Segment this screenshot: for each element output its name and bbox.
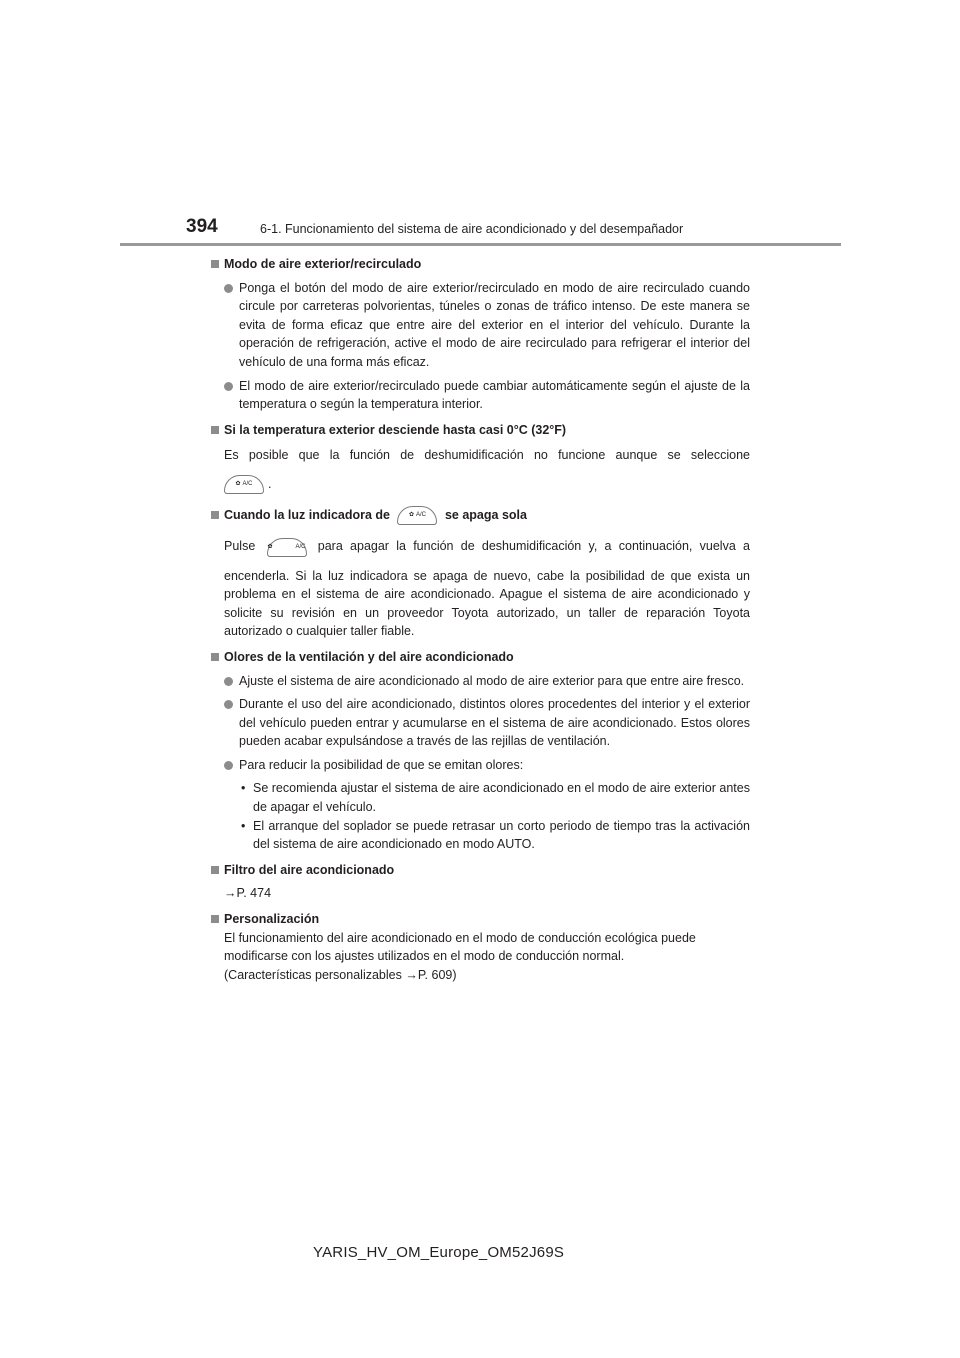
paragraph: encenderla. Si la luz indicadora se apaga de nuevo, cabe la posibilidad de que exista un problema en el sistema de aire acondicionado. Apague el sistema de aire acondicionado y solicite su revisión en un proveedor Toyota autorizado, un taller de reparación Toyota autorizado o cualquier taller fiable. <box>224 568 750 639</box>
section-title: Olores de la ventilación y del aire acondicionado <box>210 648 750 667</box>
paragraph-line: El funcionamiento del aire acondicionado en el modo de conducción ecológica puede <box>224 930 696 945</box>
ac-button-icon: ✿ A/C <box>267 538 307 557</box>
section-title: Cuando la luz indicadora de ✿ A/C se apaga sola <box>210 506 750 525</box>
paragraph-line: modificarse con los ajustes utilizados en el modo de conducción normal. <box>224 949 625 964</box>
section-title: Si la temperatura exterior desciende hasta casi 0°C (32°F) <box>210 421 750 440</box>
paragraph-line: (Características personalizables →P. 609) <box>224 967 457 982</box>
sub-item: • Se recomienda ajustar el sistema de aire acondicionado en el modo de aire exterior antes de apagar el vehículo. <box>241 781 750 815</box>
section-title: Modo de aire exterior/recirculado <box>210 255 750 274</box>
ac-button-icon: ✿ A/C <box>397 506 437 525</box>
page-number: 394 <box>186 216 218 237</box>
round-bullet-icon <box>224 284 233 293</box>
round-bullet-icon <box>224 700 233 709</box>
paragraph: Es posible que la función de deshumidificación no funcione aunque se seleccione <box>224 448 750 463</box>
bullet-item: Para reducir la posibilidad de que se emitan olores: <box>210 756 750 775</box>
bullet-item: El modo de aire exterior/recirculado puede cambiar automáticamente según el ajuste de la temperatura o según la temperatura interior. <box>210 377 750 414</box>
square-bullet-icon <box>211 915 219 923</box>
header-divider <box>120 243 841 246</box>
square-bullet-icon <box>211 653 219 661</box>
icon-line: ✿ A/C . <box>210 475 750 494</box>
sub-bullet-mark: • <box>241 818 246 833</box>
sub-item: • El arranque del soplador se puede retrasar un corto periodo de tiempo tras la activación del sistema de aire acondicionado en modo AUTO. <box>241 818 750 852</box>
square-bullet-icon <box>211 426 219 434</box>
section-title: Filtro del aire acondicionado <box>210 861 750 880</box>
ac-button-icon: ✿ A/C <box>224 475 264 494</box>
round-bullet-icon <box>224 382 233 391</box>
sub-bullet-mark: • <box>241 781 246 796</box>
bullet-item: Ponga el botón del modo de aire exterior/recirculado en modo de aire recirculado cuando circule por carreteras polvorientas, túneles o zonas de tráfico intenso. De este manera se evita de forma eficaz que entre aire del exterior en el interior del vehículo. Durante la operación de refrigeración, active el modo de aire recirculado para refrigerar el interior del vehículo de una forma más eficaz. <box>210 279 750 372</box>
bullet-item: Durante el uso del aire acondicionado, distintos olores procedentes del interior y el exterior del vehículo pueden entrar y acumularse en el sistema de aire acondicionado. Estos olores pueden acabar expulsándose a través de las rejillas de ventilación. <box>210 695 750 751</box>
round-bullet-icon <box>224 677 233 686</box>
square-bullet-icon <box>211 866 219 874</box>
square-bullet-icon <box>211 260 219 268</box>
footer-doc-code: YARIS_HV_OM_Europe_OM52J69S <box>313 1244 565 1261</box>
page-reference: →P. 474 <box>224 886 272 901</box>
round-bullet-icon <box>224 761 233 770</box>
page-content <box>210 255 750 984</box>
section-title: Personalización <box>210 910 750 929</box>
bullet-item: Ajuste el sistema de aire acondicionado al modo de aire exterior para que entre aire fresco. <box>210 672 750 691</box>
section-header-title: 6-1. Funcionamiento del sistema de aire acondicionado y del desempañador <box>260 222 684 236</box>
square-bullet-icon <box>211 511 219 519</box>
paragraph: Pulse ✿ A/C para apagar la función de deshumidificación y, a continuación, vuelva a <box>210 537 750 556</box>
